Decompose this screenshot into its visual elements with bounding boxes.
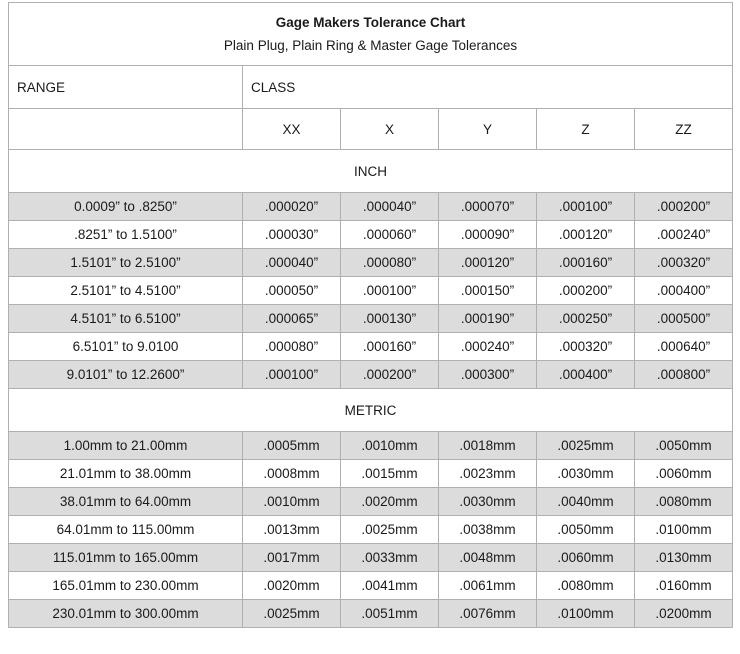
row-value-x: .000080” [341,249,439,277]
row-value-x: .000040” [341,193,439,221]
section-label: INCH [9,150,733,193]
row-range: 165.01mm to 230.00mm [9,572,243,600]
row-value-xx: .0013mm [243,516,341,544]
table-row [9,488,733,516]
row-value-xx: .0005mm [243,432,341,460]
row-value-y: .0023mm [439,460,537,488]
row-value-xx: .000080” [243,333,341,361]
row-value-zz: .000400” [635,277,733,305]
row-value-z: .000320” [537,333,635,361]
section-header-metric [9,389,733,432]
table-body [9,3,733,628]
row-value-xx: .000040” [243,249,341,277]
row-value-y: .000150” [439,277,537,305]
row-value-z: .0030mm [537,460,635,488]
row-value-y: .0018mm [439,432,537,460]
row-value-x: .0033mm [341,544,439,572]
row-value-xx: .000100” [243,361,341,389]
row-value-z: .0050mm [537,516,635,544]
table-row [9,361,733,389]
row-value-xx: .0008mm [243,460,341,488]
row-value-z: .000250” [537,305,635,333]
row-value-z: .0060mm [537,544,635,572]
row-value-x: .000200” [341,361,439,389]
row-value-z: .000400” [537,361,635,389]
row-value-xx: .0020mm [243,572,341,600]
header-row-classes [9,109,733,150]
row-value-x: .0020mm [341,488,439,516]
row-value-x: .000160” [341,333,439,361]
row-value-y: .000240” [439,333,537,361]
row-range: 64.01mm to 115.00mm [9,516,243,544]
column-header-xx: XX [243,109,341,150]
table-row [9,193,733,221]
row-value-y: .0038mm [439,516,537,544]
column-header-class: CLASS [243,66,733,109]
row-value-xx: .0010mm [243,488,341,516]
row-value-z: .000200” [537,277,635,305]
section-label: METRIC [9,389,733,432]
row-value-z: .000100” [537,193,635,221]
row-value-xx: .000030” [243,221,341,249]
row-value-xx: .0017mm [243,544,341,572]
column-header-zz: ZZ [635,109,733,150]
table-row [9,432,733,460]
table-row [9,516,733,544]
column-header-range-blank [9,109,243,150]
table-row [9,544,733,572]
column-header-y: Y [439,109,537,150]
table-row [9,333,733,361]
row-range: 21.01mm to 38.00mm [9,460,243,488]
row-value-zz: .000500” [635,305,733,333]
row-value-z: .000120” [537,221,635,249]
row-value-xx: .000020” [243,193,341,221]
row-value-x: .0015mm [341,460,439,488]
row-value-x: .000100” [341,277,439,305]
row-value-x: .0051mm [341,600,439,628]
row-value-y: .0030mm [439,488,537,516]
row-value-x: .0025mm [341,516,439,544]
table-row [9,460,733,488]
table-row [9,305,733,333]
row-value-x: .0010mm [341,432,439,460]
table-row [9,600,733,628]
row-value-y: .000090” [439,221,537,249]
column-header-z: Z [537,109,635,150]
row-value-zz: .0160mm [635,572,733,600]
header-row-main [9,66,733,109]
table-row [9,221,733,249]
row-value-y: .0061mm [439,572,537,600]
table-row [9,572,733,600]
row-value-zz: .000240” [635,221,733,249]
gage-makers-tolerance-table [8,2,733,628]
row-value-y: .000070” [439,193,537,221]
row-value-zz: .000320” [635,249,733,277]
row-range: .8251” to 1.5100” [9,221,243,249]
row-value-xx: .000065” [243,305,341,333]
row-value-zz: .0130mm [635,544,733,572]
row-range: 0.0009” to .8250” [9,193,243,221]
row-range: 38.01mm to 64.00mm [9,488,243,516]
row-range: 230.01mm to 300.00mm [9,600,243,628]
row-value-z: .0025mm [537,432,635,460]
row-value-zz: .000640” [635,333,733,361]
row-value-y: .0076mm [439,600,537,628]
column-header-range: RANGE [9,66,243,109]
row-value-zz: .0050mm [635,432,733,460]
page-subtitle: Plain Plug, Plain Ring & Master Gage Tolerances [9,36,733,66]
row-value-zz: .000800” [635,361,733,389]
tolerance-chart-container [0,2,740,654]
table-row [9,249,733,277]
column-header-x: X [341,109,439,150]
row-range: 4.5101” to 6.5100” [9,305,243,333]
row-value-x: .000130” [341,305,439,333]
subtitle-row [9,36,733,66]
row-value-y: .000190” [439,305,537,333]
row-range: 1.5101” to 2.5100” [9,249,243,277]
row-value-xx: .000050” [243,277,341,305]
row-value-x: .000060” [341,221,439,249]
row-value-zz: .0100mm [635,516,733,544]
row-value-zz: .0200mm [635,600,733,628]
row-value-z: .0040mm [537,488,635,516]
row-value-y: .0048mm [439,544,537,572]
page-title: Gage Makers Tolerance Chart [9,3,733,37]
row-value-y: .000120” [439,249,537,277]
row-range: 115.01mm to 165.00mm [9,544,243,572]
row-range: 6.5101” to 9.0100 [9,333,243,361]
title-row [9,3,733,37]
row-range: 1.00mm to 21.00mm [9,432,243,460]
row-value-x: .0041mm [341,572,439,600]
row-range: 9.0101” to 12.2600” [9,361,243,389]
row-range: 2.5101” to 4.5100” [9,277,243,305]
row-value-z: .0100mm [537,600,635,628]
row-value-y: .000300” [439,361,537,389]
row-value-z: .000160” [537,249,635,277]
row-value-zz: .0080mm [635,488,733,516]
row-value-zz: .000200” [635,193,733,221]
row-value-zz: .0060mm [635,460,733,488]
row-value-z: .0080mm [537,572,635,600]
section-header-inch [9,150,733,193]
row-value-xx: .0025mm [243,600,341,628]
table-row [9,277,733,305]
